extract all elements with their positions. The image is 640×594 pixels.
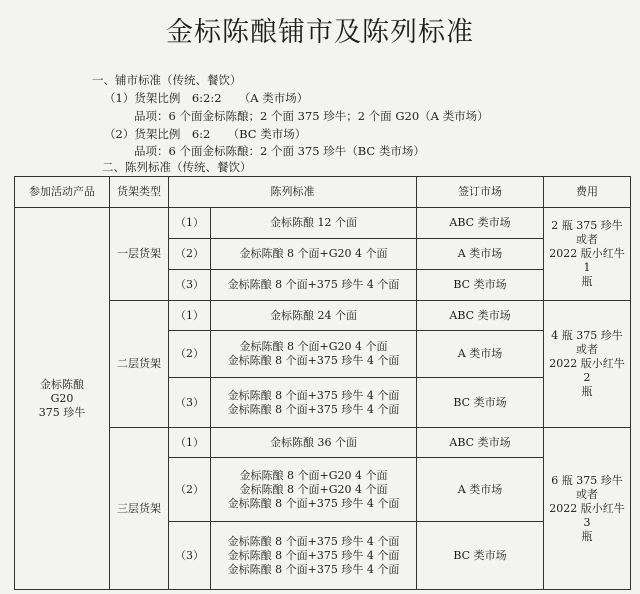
shelf-type-cell: 一层货架 [110,208,169,301]
market-cell: ABC 类市场 [417,428,544,458]
market-cell: ABC 类市场 [417,301,544,331]
section1-item1-detail: 品项：6 个面金标陈酿；2 个面 375 珍牛；2 个面 G20（A 类市场） [134,109,489,123]
fee-line: 4 瓶 375 珍牛或者 [551,329,623,356]
table-header-row [15,177,631,208]
row-number: （2） [169,458,211,522]
standard-cell [211,458,417,522]
fee-line: 6 瓶 375 珍牛或者 [551,473,623,501]
standard-line: 金标陈酿 8 个面+375 珍牛 4 个面 [227,354,400,367]
row-number: （2） [169,331,211,378]
product-line: 金标陈酿 [40,377,84,391]
product-cell [15,208,110,590]
display-standard-table [14,176,631,590]
market-cell: BC 类市场 [417,378,544,428]
section2-heading: 二、陈列标准（传统、餐饮） [102,160,252,174]
row-number: （3） [169,378,211,428]
market-cell: BC 类市场 [417,270,544,301]
fee-line: 瓶 [581,385,593,398]
row-number: （3） [169,522,211,590]
standard-cell [211,208,417,239]
standard-line: 金标陈酿 24 个面 [270,308,357,322]
standard-cell [211,428,417,458]
standard-line: 金标陈酿 8 个面+375 珍牛 4 个面 [227,402,400,416]
fee-line: 2022 版小红牛 3 [549,501,625,529]
section1-item1: （1）货架比例 6:2:2 （A 类市场） [104,91,309,105]
standard-line: 金标陈酿 8 个面+G20 4 个面 [239,482,388,496]
standard-line: 金标陈酿 8 个面+G20 4 个面 [239,468,388,482]
standard-line: 金标陈酿 12 个面 [270,216,357,229]
fee-cell [544,428,631,590]
standard-cell [211,378,417,428]
product-line: G20 [50,391,74,405]
standard-line: 金标陈酿 8 个面+G20 4 个面 [239,340,388,353]
header-product: 参加活动产品 [15,177,110,208]
market-cell: A 类市场 [417,458,544,522]
section1-item2-detail: 品项：6 个面金标陈酿：2 个面 375 珍牛（BC 类市场） [134,144,425,158]
standard-cell [211,301,417,331]
standard-line: 金标陈酿 8 个面+375 珍牛 4 个面 [227,278,400,291]
market-cell: ABC 类市场 [417,208,544,239]
fee-line: 2 瓶 375 珍牛或者 [551,219,623,246]
header-market: 签订市场 [417,177,544,208]
market-cell: BC 类市场 [417,522,544,590]
fee-line: 瓶 [581,529,593,543]
row-number: （2） [169,239,211,270]
row-number: （1） [169,301,211,331]
table-row [15,208,631,239]
standard-line: 金标陈酿 8 个面+G20 4 个面 [239,247,388,260]
fee-cell [544,208,631,301]
section1-heading: 一、铺市标准（传统、餐饮） [92,73,242,87]
standard-line: 金标陈酿 8 个面+375 珍牛 4 个面 [227,562,400,576]
standard-cell [211,522,417,590]
row-number: （1） [169,428,211,458]
section1-item2: （2）货架比例 6:2 （BC 类市场） [104,127,307,141]
fee-line: 瓶 [581,275,593,288]
fee-line: 2022 版小红牛 1 [549,247,625,274]
row-number: （1） [169,208,211,239]
product-line: 375 珍牛 [38,405,86,419]
standard-line: 金标陈酿 8 个面+375 珍牛 4 个面 [227,388,400,402]
market-cell: A 类市场 [417,239,544,270]
header-shelf-type: 货架类型 [110,177,169,208]
standard-line: 金标陈酿 8 个面+375 珍牛 4 个面 [227,548,400,562]
shelf-type-cell: 三层货架 [110,428,169,590]
standard-line: 金标陈酿 8 个面+375 珍牛 4 个面 [227,534,400,548]
standard-cell [211,331,417,378]
shelf-type-cell: 二层货架 [110,301,169,428]
fee-line: 2022 版小红牛 2 [549,357,625,384]
standard-cell [211,239,417,270]
header-fee: 费用 [544,177,631,208]
standard-line: 金标陈酿 8 个面+375 珍牛 4 个面 [227,496,400,510]
header-display-standard: 陈列标准 [169,177,417,208]
page-title: 金标陈酿铺市及陈列标准 [166,17,474,48]
row-number: （3） [169,270,211,301]
market-cell: A 类市场 [417,331,544,378]
standard-cell [211,270,417,301]
fee-cell [544,301,631,428]
standard-line: 金标陈酿 36 个面 [270,435,357,449]
